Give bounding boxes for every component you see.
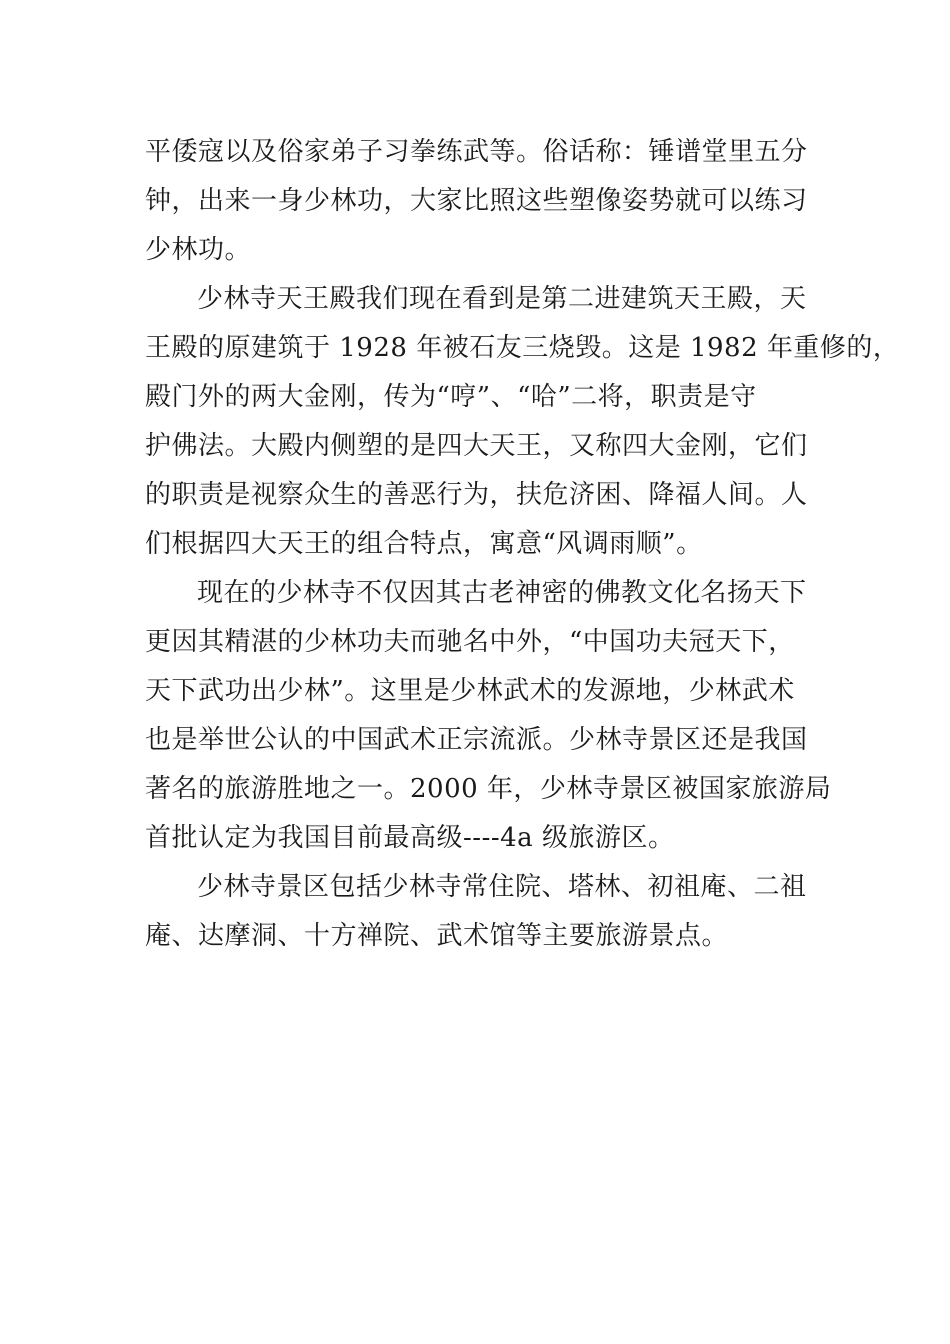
paragraph-3-line-2: 更因其精湛的少林功夫而驰名中外，“中国功夫冠天下， bbox=[145, 627, 795, 657]
paragraph-2-line-6: 们根据四大天王的组合特点，寓意“风调雨顺”。 bbox=[145, 529, 703, 559]
paragraph-3-line-6: 首批认定为我国目前最高级----4a 级旅游区。 bbox=[145, 823, 675, 853]
paragraph-2-line-4: 护佛法。大殿内侧塑的是四大天王，又称四大金刚，它们 bbox=[145, 431, 808, 461]
paragraph-3-line-3: 天下武功出少林”。这里是少林武术的发源地，少林武术 bbox=[145, 676, 795, 706]
paragraph-2-line-2: 王殿的原建筑于 1928 年被石友三烧毁。这是 1982 年重修的， bbox=[145, 333, 900, 363]
paragraph-3-line-1: 现在的少林寺不仅因其古老神密的佛教文化名扬天下 bbox=[197, 578, 807, 608]
paragraph-1-line-1: 平倭寇以及俗家弟子习拳练武等。俗话称：锤谱堂里五分 bbox=[145, 137, 808, 167]
paragraph-3-line-4: 也是举世公认的中国武术正宗流派。少林寺景区还是我国 bbox=[145, 725, 808, 755]
paragraph-4-line-1: 少林寺景区包括少林寺常住院、塔林、初祖庵、二祖 bbox=[197, 872, 807, 902]
paragraph-1-line-3: 少林功。 bbox=[145, 235, 252, 265]
paragraph-1-line-2: 钟，出来一身少林功，大家比照这些塑像姿势就可以练习 bbox=[145, 186, 808, 216]
paragraph-2-line-5: 的职责是视察众生的善恶行为，扶危济困、降福人间。人 bbox=[145, 480, 808, 510]
paragraph-3-line-5: 著名的旅游胜地之一。2000 年，少林寺景区被国家旅游局 bbox=[145, 774, 832, 804]
paragraph-2-line-1: 少林寺天王殿我们现在看到是第二进建筑天王殿，天 bbox=[197, 284, 807, 314]
paragraph-4-line-2: 庵、达摩洞、十方禅院、武术馆等主要旅游景点。 bbox=[145, 921, 729, 951]
paragraph-2-line-3: 殿门外的两大金刚，传为“哼”、“哈”二将，职责是守 bbox=[145, 382, 757, 412]
document-body bbox=[145, 128, 900, 961]
